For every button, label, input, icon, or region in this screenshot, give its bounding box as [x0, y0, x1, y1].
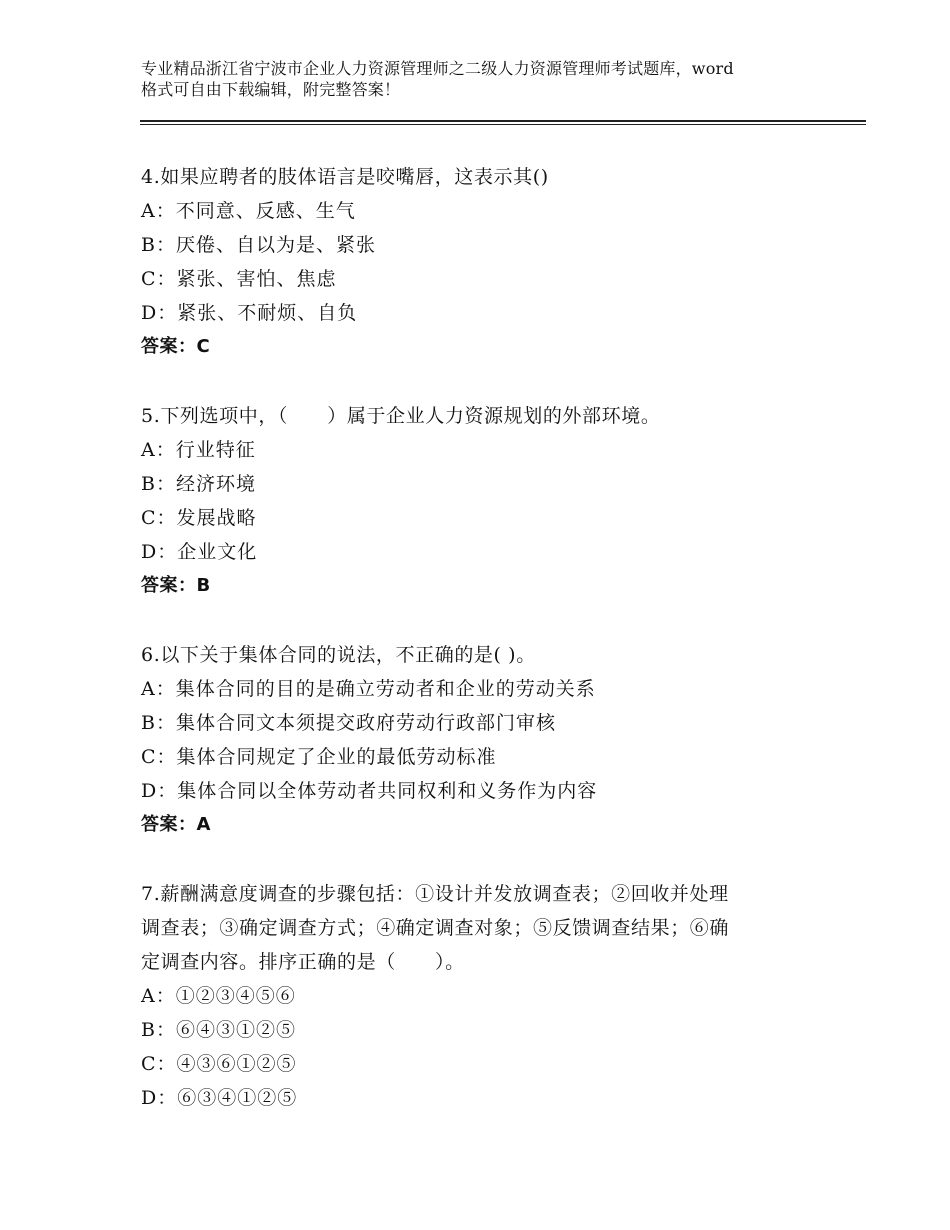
option-d: D：紧张、不耐烦、自负 — [141, 302, 358, 324]
question-stem — [141, 877, 821, 979]
stem-line: 4.如果应聘者的肢体语言是咬嘴唇，这表示其() — [141, 166, 549, 188]
question-stem — [141, 160, 821, 194]
answer-label: 答案：B — [141, 575, 211, 596]
header-line-1: 专业精品浙江省宁波市企业人力资源管理师之二级人力资源管理师考试题库，word — [141, 59, 734, 78]
option-c: C：④③⑥①②⑤ — [141, 1053, 297, 1075]
option-a: A：不同意、反感、生气 — [141, 200, 356, 222]
stem-line: 5.下列选项中，（ ）属于企业人力资源规划的外部环境。 — [141, 405, 661, 427]
option-b: B：厌倦、自以为是、紧张 — [141, 234, 376, 256]
option-d: D：企业文化 — [141, 541, 258, 563]
option-c: C：集体合同规定了企业的最低劳动标准 — [141, 746, 497, 768]
header-line-2: 格式可自由下载编辑，附完整答案！ — [141, 80, 401, 99]
header-divider-thin — [140, 124, 866, 125]
option-b: B：经济环境 — [141, 473, 256, 495]
question-5 — [141, 399, 821, 603]
stem-line: 7.薪酬满意度调查的步骤包括：①设计并发放调查表；②回收并处理 — [141, 883, 729, 905]
stem-line: 调查表；③确定调查方式；④确定调查对象；⑤反馈调查结果；⑥确 — [141, 917, 730, 939]
option-b: B：集体合同文本须提交政府劳动行政部门审核 — [141, 712, 556, 734]
option-a: A：集体合同的目的是确立劳动者和企业的劳动关系 — [141, 678, 596, 700]
option-d: D：集体合同以全体劳动者共同权利和义务作为内容 — [141, 780, 598, 802]
header-divider-thick — [140, 120, 866, 122]
option-c: C：紧张、害怕、焦虑 — [141, 268, 337, 290]
option-a: A：行业特征 — [141, 439, 256, 461]
answer-label: 答案：A — [141, 814, 211, 835]
question-4 — [141, 160, 821, 364]
option-a: A：①②③④⑤⑥ — [141, 985, 296, 1007]
option-b: B：⑥④③①②⑤ — [141, 1019, 296, 1041]
option-d: D：⑥③④①②⑤ — [141, 1087, 298, 1109]
question-stem — [141, 399, 821, 433]
answer-label: 答案：C — [141, 336, 211, 357]
stem-line: 6.以下关于集体合同的说法，不正确的是( )。 — [141, 644, 536, 666]
question-stem — [141, 638, 821, 672]
question-6 — [141, 638, 821, 842]
stem-line: 定调查内容。排序正确的是（ ）。 — [141, 951, 465, 973]
document-header — [141, 58, 831, 100]
option-c: C：发展战略 — [141, 507, 257, 529]
question-7 — [141, 877, 821, 1115]
